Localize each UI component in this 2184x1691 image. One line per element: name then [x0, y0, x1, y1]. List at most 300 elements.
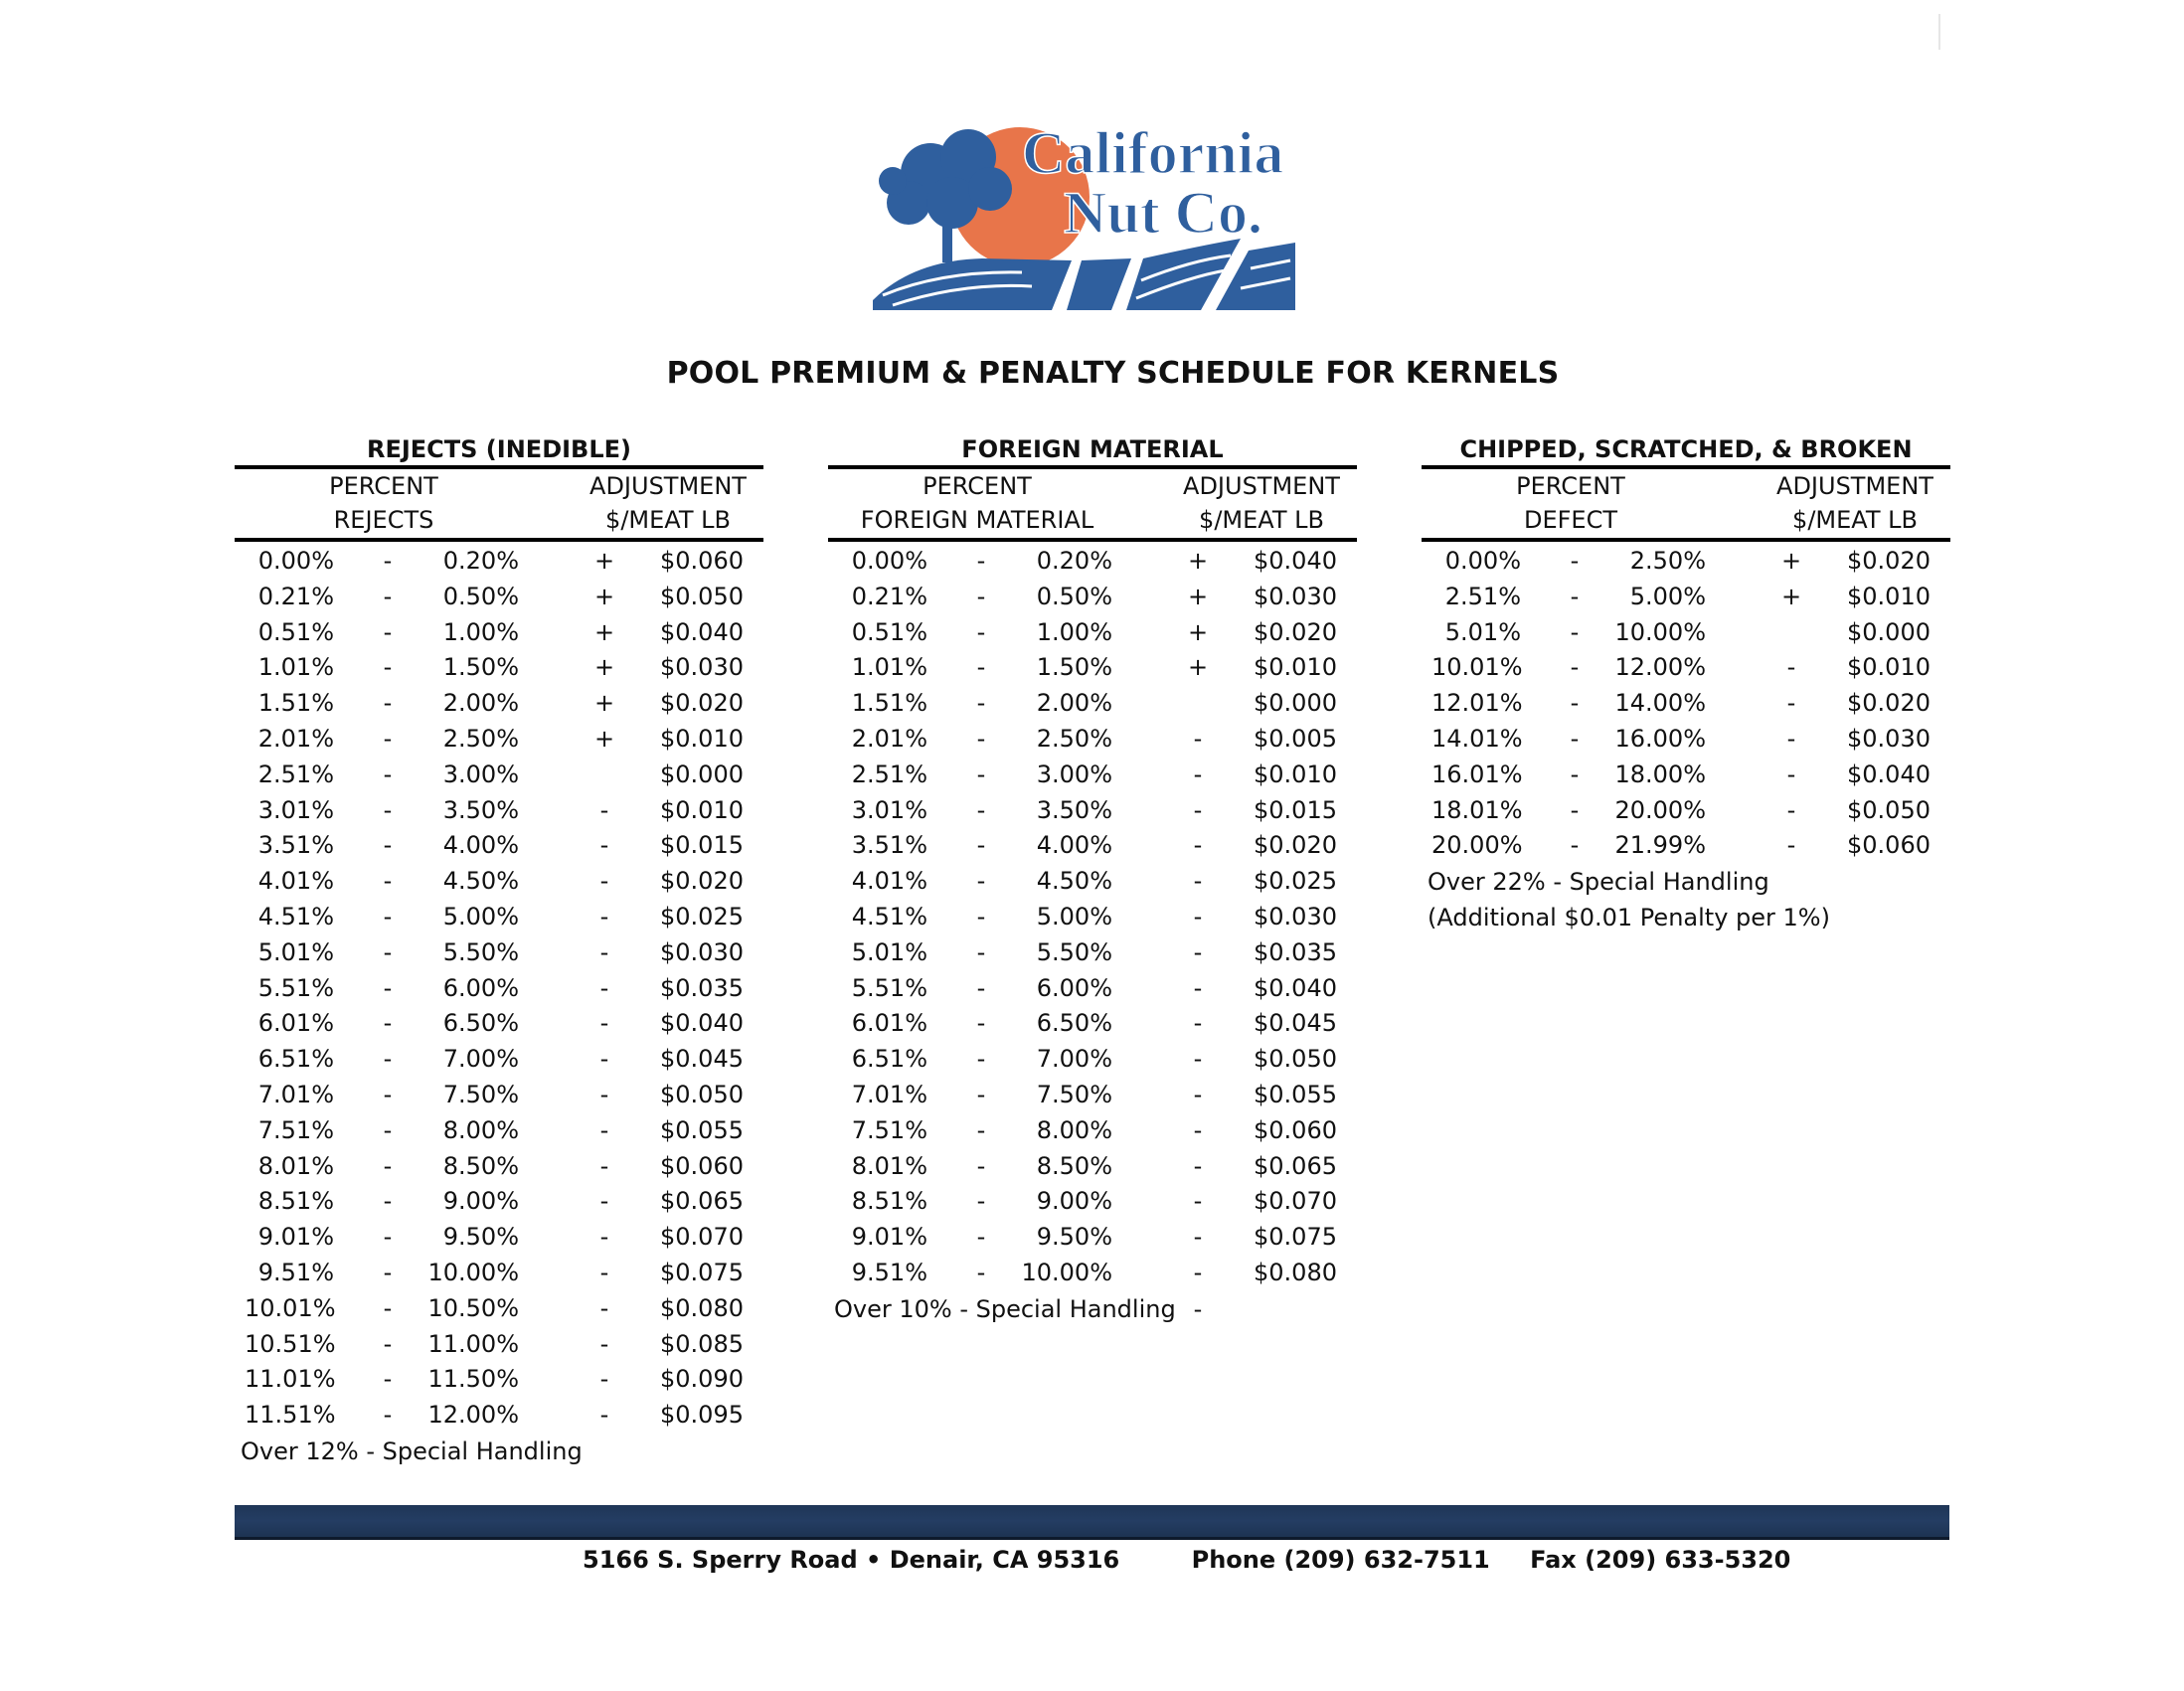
adjustment-sign-cell: - — [599, 1258, 609, 1286]
adjustment-amount-cell: $0.005 — [1254, 724, 1337, 753]
table-row — [828, 1256, 1357, 1291]
adjustment-amount-cell: $0.030 — [1254, 902, 1337, 930]
foreign-material-table — [828, 433, 1357, 1327]
adjustment-amount-cell: $0.050 — [1254, 1045, 1337, 1074]
adjustment-sign-cell: - — [1193, 937, 1203, 966]
range-low-cell: 18.01% — [1431, 795, 1523, 824]
range-dash-cell: - — [383, 724, 393, 753]
adjustment-amount-cell: $0.025 — [660, 902, 744, 930]
range-high-cell: 0.50% — [442, 582, 519, 610]
adjustment-sign-cell: - — [599, 1151, 609, 1180]
header-adjustment-line1: ADJUSTMENT — [1776, 472, 1933, 500]
table-note-text: Over 10% - Special Handling — [834, 1294, 1176, 1323]
range-high-cell: 1.50% — [442, 653, 519, 682]
table-row — [828, 793, 1357, 829]
range-high-cell: 11.00% — [427, 1329, 519, 1358]
range-dash-cell: - — [383, 1151, 393, 1180]
table-row — [235, 758, 763, 793]
range-high-cell: 6.00% — [1036, 973, 1112, 1002]
range-high-cell: 3.50% — [442, 795, 519, 824]
table-body — [828, 542, 1357, 1327]
table-row — [235, 935, 763, 971]
table-note — [828, 1291, 1357, 1327]
table-row — [235, 1327, 763, 1363]
range-low-cell: 14.01% — [1431, 724, 1523, 753]
range-low-cell: 0.21% — [257, 582, 334, 610]
logo-text-line1: California — [1022, 120, 1284, 186]
footer-address: 5166 S. Sperry Road • Denair, CA 95316 — [583, 1546, 1120, 1574]
adjustment-sign-cell: + — [594, 547, 615, 575]
adjustment-sign-cell: - — [599, 1329, 609, 1358]
range-high-cell: 5.00% — [1036, 902, 1112, 930]
adjustment-amount-cell: $0.050 — [660, 582, 744, 610]
table-row — [828, 1006, 1357, 1042]
range-high-cell: 0.20% — [442, 547, 519, 575]
table-row — [828, 580, 1357, 615]
range-dash-cell: - — [976, 795, 986, 824]
adjustment-amount-cell: $0.080 — [1254, 1258, 1337, 1286]
table-row — [235, 1256, 763, 1291]
table-row — [235, 1362, 763, 1398]
adjustment-amount-cell: $0.030 — [660, 653, 744, 682]
adjustment-sign-cell: - — [599, 795, 609, 824]
range-dash-cell: - — [976, 973, 986, 1002]
range-low-cell: 4.01% — [257, 867, 334, 896]
adjustment-amount-cell: $0.015 — [660, 831, 744, 860]
adjustment-sign-cell: + — [594, 653, 615, 682]
header-percent-line1: PERCENT — [1516, 472, 1625, 500]
adjustment-sign-cell: - — [1193, 1223, 1203, 1252]
table-row — [828, 1113, 1357, 1149]
range-dash-cell: - — [383, 1080, 393, 1108]
range-high-cell: 4.50% — [1036, 867, 1112, 896]
adjustment-sign-cell: - — [1193, 867, 1203, 896]
table-row — [235, 1113, 763, 1149]
adjustment-amount-cell: $0.010 — [1847, 653, 1931, 682]
adjustment-sign-cell: - — [1193, 1115, 1203, 1144]
header-adjustment-line2: $/MEAT LB — [1792, 506, 1918, 534]
range-high-cell: 3.00% — [442, 760, 519, 788]
range-dash-cell: - — [383, 760, 393, 788]
range-dash-cell: - — [383, 1009, 393, 1038]
table-note — [235, 1434, 763, 1469]
table-row — [828, 650, 1357, 686]
range-dash-cell: - — [383, 1223, 393, 1252]
adjustment-amount-cell: $0.000 — [1847, 617, 1931, 646]
range-high-cell: 8.00% — [442, 1115, 519, 1144]
range-high-cell: 12.00% — [1614, 653, 1706, 682]
range-dash-cell: - — [976, 1009, 986, 1038]
range-dash-cell: - — [383, 795, 393, 824]
page-title: POOL PREMIUM & PENALTY SCHEDULE FOR KERNELS — [666, 356, 1560, 391]
adjustment-sign-cell: + — [1188, 582, 1209, 610]
table-row — [235, 1078, 763, 1113]
table-row — [235, 1042, 763, 1078]
adjustment-sign-cell: - — [1193, 1258, 1203, 1286]
adjustment-sign-cell: - — [599, 1223, 609, 1252]
range-high-cell: 7.50% — [1036, 1080, 1112, 1108]
range-low-cell: 1.01% — [257, 653, 334, 682]
table-row — [235, 580, 763, 615]
adjustment-amount-cell: $0.040 — [1254, 973, 1337, 1002]
footer-contact — [583, 1546, 1790, 1574]
range-high-cell: 2.50% — [1036, 724, 1112, 753]
range-dash-cell: - — [383, 1258, 393, 1286]
table-row — [235, 1220, 763, 1256]
range-high-cell: 10.50% — [427, 1293, 519, 1322]
adjustment-amount-cell: $0.020 — [660, 867, 744, 896]
header-percent-line2: DEFECT — [1523, 506, 1618, 534]
range-dash-cell: - — [383, 1329, 393, 1358]
range-low-cell: 5.01% — [257, 937, 334, 966]
table-header — [828, 465, 1357, 542]
adjustment-amount-cell: $0.010 — [660, 795, 744, 824]
range-dash-cell: - — [976, 724, 986, 753]
adjustment-sign-cell: - — [1786, 653, 1796, 682]
adjustment-sign-cell: - — [1193, 760, 1203, 788]
range-low-cell: 1.51% — [257, 689, 334, 718]
adjustment-amount-cell: $0.035 — [660, 973, 744, 1002]
range-dash-cell: - — [976, 902, 986, 930]
range-low-cell: 9.01% — [851, 1223, 927, 1252]
table-row — [828, 615, 1357, 651]
range-high-cell: 4.00% — [442, 831, 519, 860]
range-low-cell: 3.51% — [257, 831, 334, 860]
range-low-cell: 2.01% — [851, 724, 927, 753]
adjustment-sign-cell: - — [1786, 689, 1796, 718]
range-dash-cell: - — [976, 1115, 986, 1144]
table-row — [828, 722, 1357, 758]
adjustment-amount-cell: $0.020 — [1254, 831, 1337, 860]
range-dash-cell: - — [976, 1258, 986, 1286]
adjustment-sign-cell: + — [1781, 547, 1802, 575]
range-dash-cell: - — [976, 760, 986, 788]
range-high-cell: 9.50% — [442, 1223, 519, 1252]
range-low-cell: 10.01% — [245, 1293, 336, 1322]
page-edge-mark — [1938, 14, 1940, 50]
range-high-cell: 5.00% — [442, 902, 519, 930]
company-logo — [873, 111, 1295, 310]
range-high-cell: 2.00% — [442, 689, 519, 718]
adjustment-amount-cell: $0.040 — [660, 1009, 744, 1038]
range-low-cell: 6.51% — [851, 1045, 927, 1074]
table-row — [1422, 722, 1950, 758]
range-dash-cell: - — [976, 617, 986, 646]
range-low-cell: 5.51% — [257, 973, 334, 1002]
table-row — [235, 650, 763, 686]
range-dash-cell: - — [1570, 582, 1580, 610]
range-dash-cell: - — [1570, 689, 1580, 718]
range-low-cell: 6.01% — [257, 1009, 334, 1038]
table-row — [828, 971, 1357, 1007]
adjustment-amount-cell: $0.000 — [660, 760, 744, 788]
range-high-cell: 1.00% — [442, 617, 519, 646]
range-low-cell: 12.01% — [1431, 689, 1523, 718]
range-low-cell: 8.01% — [851, 1151, 927, 1180]
adjustment-sign-cell: - — [599, 1080, 609, 1108]
adjustment-amount-cell: $0.055 — [660, 1115, 744, 1144]
table-title: FOREIGN MATERIAL — [961, 435, 1224, 463]
adjustment-amount-cell: $0.055 — [1254, 1080, 1337, 1108]
adjustment-amount-cell: $0.040 — [1254, 547, 1337, 575]
adjustment-amount-cell: $0.035 — [1254, 937, 1337, 966]
table-row — [828, 1042, 1357, 1078]
range-dash-cell: - — [383, 1365, 393, 1394]
table-note-text: (Additional $0.01 Penalty per 1%) — [1428, 904, 1830, 932]
table-body — [1422, 542, 1950, 935]
adjustment-sign-cell: - — [599, 937, 609, 966]
range-low-cell: 9.51% — [851, 1258, 927, 1286]
range-low-cell: 7.01% — [257, 1080, 334, 1108]
adjustment-amount-cell: $0.045 — [1254, 1009, 1337, 1038]
range-dash-cell: - — [1570, 724, 1580, 753]
range-low-cell: 7.01% — [851, 1080, 927, 1108]
range-low-cell: 7.51% — [257, 1115, 334, 1144]
adjustment-amount-cell: $0.010 — [1254, 760, 1337, 788]
adjustment-amount-cell: $0.070 — [1254, 1187, 1337, 1216]
adjustment-amount-cell: $0.020 — [1847, 689, 1931, 718]
range-high-cell: 4.50% — [442, 867, 519, 896]
adjustment-sign-cell: - — [599, 1365, 609, 1394]
range-dash-cell: - — [1570, 795, 1580, 824]
range-low-cell: 6.01% — [851, 1009, 927, 1038]
table-row — [828, 864, 1357, 900]
adjustment-amount-cell: $0.010 — [660, 724, 744, 753]
adjustment-sign-cell: - — [599, 1115, 609, 1144]
range-low-cell: 2.51% — [851, 760, 927, 788]
range-dash-cell: - — [383, 1045, 393, 1074]
range-low-cell: 0.00% — [257, 547, 334, 575]
logo-text-line2: Nut Co. — [1064, 180, 1263, 246]
table-row — [235, 1291, 763, 1327]
range-low-cell: 16.01% — [1431, 760, 1523, 788]
range-low-cell: 1.01% — [851, 653, 927, 682]
range-low-cell: 11.01% — [245, 1365, 336, 1394]
range-low-cell: 8.51% — [851, 1187, 927, 1216]
adjustment-sign-cell: + — [594, 582, 615, 610]
adjustment-amount-cell: $0.070 — [660, 1223, 744, 1252]
table-row — [1422, 793, 1950, 829]
range-high-cell: 3.50% — [1036, 795, 1112, 824]
table-row — [235, 544, 763, 580]
adjustment-amount-cell: $0.065 — [1254, 1151, 1337, 1180]
adjustment-sign-cell: - — [599, 867, 609, 896]
range-low-cell: 5.01% — [851, 937, 927, 966]
range-high-cell: 4.00% — [1036, 831, 1112, 860]
range-low-cell: 3.01% — [851, 795, 927, 824]
range-high-cell: 0.20% — [1036, 547, 1112, 575]
table-row — [235, 1149, 763, 1185]
adjustment-amount-cell: $0.030 — [1847, 724, 1931, 753]
adjustment-sign-cell: + — [594, 724, 615, 753]
range-low-cell: 2.01% — [257, 724, 334, 753]
adjustment-sign-cell: + — [1188, 617, 1209, 646]
range-low-cell: 0.21% — [851, 582, 927, 610]
range-high-cell: 9.50% — [1036, 1223, 1112, 1252]
table-note-text: Over 22% - Special Handling — [1428, 868, 1769, 897]
table-row — [828, 828, 1357, 864]
table-row — [235, 722, 763, 758]
range-high-cell: 10.00% — [427, 1258, 519, 1286]
range-dash-cell: - — [383, 617, 393, 646]
adjustment-sign-cell: - — [1193, 795, 1203, 824]
adjustment-sign-cell: - — [599, 831, 609, 860]
adjustment-amount-cell: $0.015 — [1254, 795, 1337, 824]
range-high-cell: 9.00% — [1036, 1187, 1112, 1216]
adjustment-amount-cell: $0.075 — [1254, 1223, 1337, 1252]
table-row — [235, 1184, 763, 1220]
range-low-cell: 0.51% — [257, 617, 334, 646]
adjustment-sign-cell: + — [594, 617, 615, 646]
table-row — [1422, 686, 1950, 722]
adjustment-amount-cell: $0.010 — [1847, 582, 1931, 610]
adjustment-amount-cell: $0.050 — [1847, 795, 1931, 824]
table-row — [828, 544, 1357, 580]
header-adjustment-line1: ADJUSTMENT — [1183, 472, 1340, 500]
adjustment-sign-cell: - — [1193, 1045, 1203, 1074]
table-row — [235, 793, 763, 829]
table-note-text: Over 12% - Special Handling — [241, 1437, 583, 1465]
range-low-cell: 9.01% — [257, 1223, 334, 1252]
table-row — [828, 1149, 1357, 1185]
range-low-cell: 11.51% — [245, 1401, 336, 1430]
table-row — [1422, 544, 1950, 580]
table-row — [828, 686, 1357, 722]
range-dash-cell: - — [383, 1293, 393, 1322]
rejects-table — [235, 433, 763, 1469]
header-percent-line1: PERCENT — [923, 472, 1032, 500]
range-dash-cell: - — [383, 1401, 393, 1430]
adjustment-sign-cell: - — [1193, 1151, 1203, 1180]
range-high-cell: 5.00% — [1629, 582, 1706, 610]
range-high-cell: 6.50% — [1036, 1009, 1112, 1038]
range-high-cell: 8.50% — [1036, 1151, 1112, 1180]
range-dash-cell: - — [1570, 617, 1580, 646]
table-header — [1422, 465, 1950, 542]
range-dash-cell: - — [383, 937, 393, 966]
range-high-cell: 14.00% — [1614, 689, 1706, 718]
range-low-cell: 3.01% — [257, 795, 334, 824]
adjustment-sign-cell: + — [594, 689, 615, 718]
adjustment-amount-cell: $0.050 — [660, 1080, 744, 1108]
adjustment-sign-cell: - — [1786, 795, 1796, 824]
range-dash-cell: - — [976, 867, 986, 896]
range-dash-cell: - — [976, 1080, 986, 1108]
table-row — [235, 900, 763, 935]
range-low-cell: 4.51% — [257, 902, 334, 930]
range-dash-cell: - — [1570, 831, 1580, 860]
range-low-cell: 8.51% — [257, 1187, 334, 1216]
adjustment-sign-cell: - — [1193, 1009, 1203, 1038]
range-high-cell: 18.00% — [1614, 760, 1706, 788]
range-high-cell: 8.00% — [1036, 1115, 1112, 1144]
range-low-cell: 0.00% — [851, 547, 927, 575]
range-dash-cell: - — [383, 1187, 393, 1216]
adjustment-sign-cell: - — [1193, 831, 1203, 860]
range-dash-cell: - — [976, 689, 986, 718]
adjustment-sign-cell: - — [1193, 902, 1203, 930]
adjustment-sign-cell: + — [1781, 582, 1802, 610]
range-low-cell: 10.01% — [1431, 653, 1523, 682]
range-high-cell: 1.00% — [1036, 617, 1112, 646]
range-dash-cell: - — [383, 1115, 393, 1144]
range-dash-cell: - — [383, 973, 393, 1002]
table-body — [235, 542, 763, 1469]
adjustment-amount-cell: $0.030 — [1254, 582, 1337, 610]
adjustment-amount-cell: $0.080 — [660, 1293, 744, 1322]
adjustment-sign-cell: - — [1786, 724, 1796, 753]
range-high-cell: 16.00% — [1614, 724, 1706, 753]
adjustment-sign-cell: - — [1786, 831, 1796, 860]
footer-bar — [235, 1505, 1949, 1540]
range-high-cell: 7.00% — [442, 1045, 519, 1074]
table-row — [235, 828, 763, 864]
adjustment-sign-cell: - — [599, 1401, 609, 1430]
adjustment-sign-cell: + — [1188, 547, 1209, 575]
table-row — [828, 1220, 1357, 1256]
range-dash-cell: - — [976, 547, 986, 575]
range-high-cell: 8.50% — [442, 1151, 519, 1180]
table-header — [235, 465, 763, 542]
range-high-cell: 10.00% — [1614, 617, 1706, 646]
range-high-cell: 5.50% — [442, 937, 519, 966]
range-dash-cell: - — [383, 689, 393, 718]
table-row — [235, 864, 763, 900]
table-note — [1422, 864, 1950, 900]
adjustment-amount-cell: $0.020 — [1254, 617, 1337, 646]
range-high-cell: 11.50% — [427, 1365, 519, 1394]
table-row — [828, 935, 1357, 971]
adjustment-amount-cell: $0.060 — [660, 1151, 744, 1180]
range-high-cell: 5.50% — [1036, 937, 1112, 966]
range-low-cell: 5.01% — [1444, 617, 1521, 646]
adjustment-sign-cell: - — [1786, 760, 1796, 788]
range-low-cell: 20.00% — [1431, 831, 1523, 860]
adjustment-sign-cell: - — [599, 1009, 609, 1038]
table-row — [1422, 650, 1950, 686]
adjustment-amount-cell: $0.060 — [660, 547, 744, 575]
range-low-cell: 1.51% — [851, 689, 927, 718]
adjustment-amount-cell: $0.040 — [660, 617, 744, 646]
table-row — [828, 900, 1357, 935]
adjustment-sign-cell: - — [599, 902, 609, 930]
range-low-cell: 2.51% — [257, 760, 334, 788]
chipped-scratched-broken-table — [1422, 433, 1950, 935]
range-high-cell: 2.50% — [442, 724, 519, 753]
range-high-cell: 1.50% — [1036, 653, 1112, 682]
adjustment-amount-cell: $0.090 — [660, 1365, 744, 1394]
range-dash-cell: - — [1570, 760, 1580, 788]
adjustment-sign-cell: - — [1193, 1187, 1203, 1216]
range-low-cell: 3.51% — [851, 831, 927, 860]
adjustment-amount-cell: $0.030 — [660, 937, 744, 966]
header-percent-line2: FOREIGN MATERIAL — [860, 506, 1094, 534]
table-title: REJECTS (INEDIBLE) — [366, 435, 631, 463]
range-low-cell: 8.01% — [257, 1151, 334, 1180]
adjustment-amount-cell: $0.025 — [1254, 867, 1337, 896]
table-row — [1422, 580, 1950, 615]
adjustment-sign-cell: - — [599, 1045, 609, 1074]
range-low-cell: 0.51% — [851, 617, 927, 646]
header-percent-line1: PERCENT — [329, 472, 438, 500]
table-row — [828, 1184, 1357, 1220]
adjustment-sign-cell: - — [1193, 973, 1203, 1002]
adjustment-amount-cell: $0.060 — [1254, 1115, 1337, 1144]
range-dash-cell: - — [1570, 547, 1580, 575]
range-high-cell: 6.00% — [442, 973, 519, 1002]
range-high-cell: 2.00% — [1036, 689, 1112, 718]
range-low-cell: 2.51% — [1444, 582, 1521, 610]
